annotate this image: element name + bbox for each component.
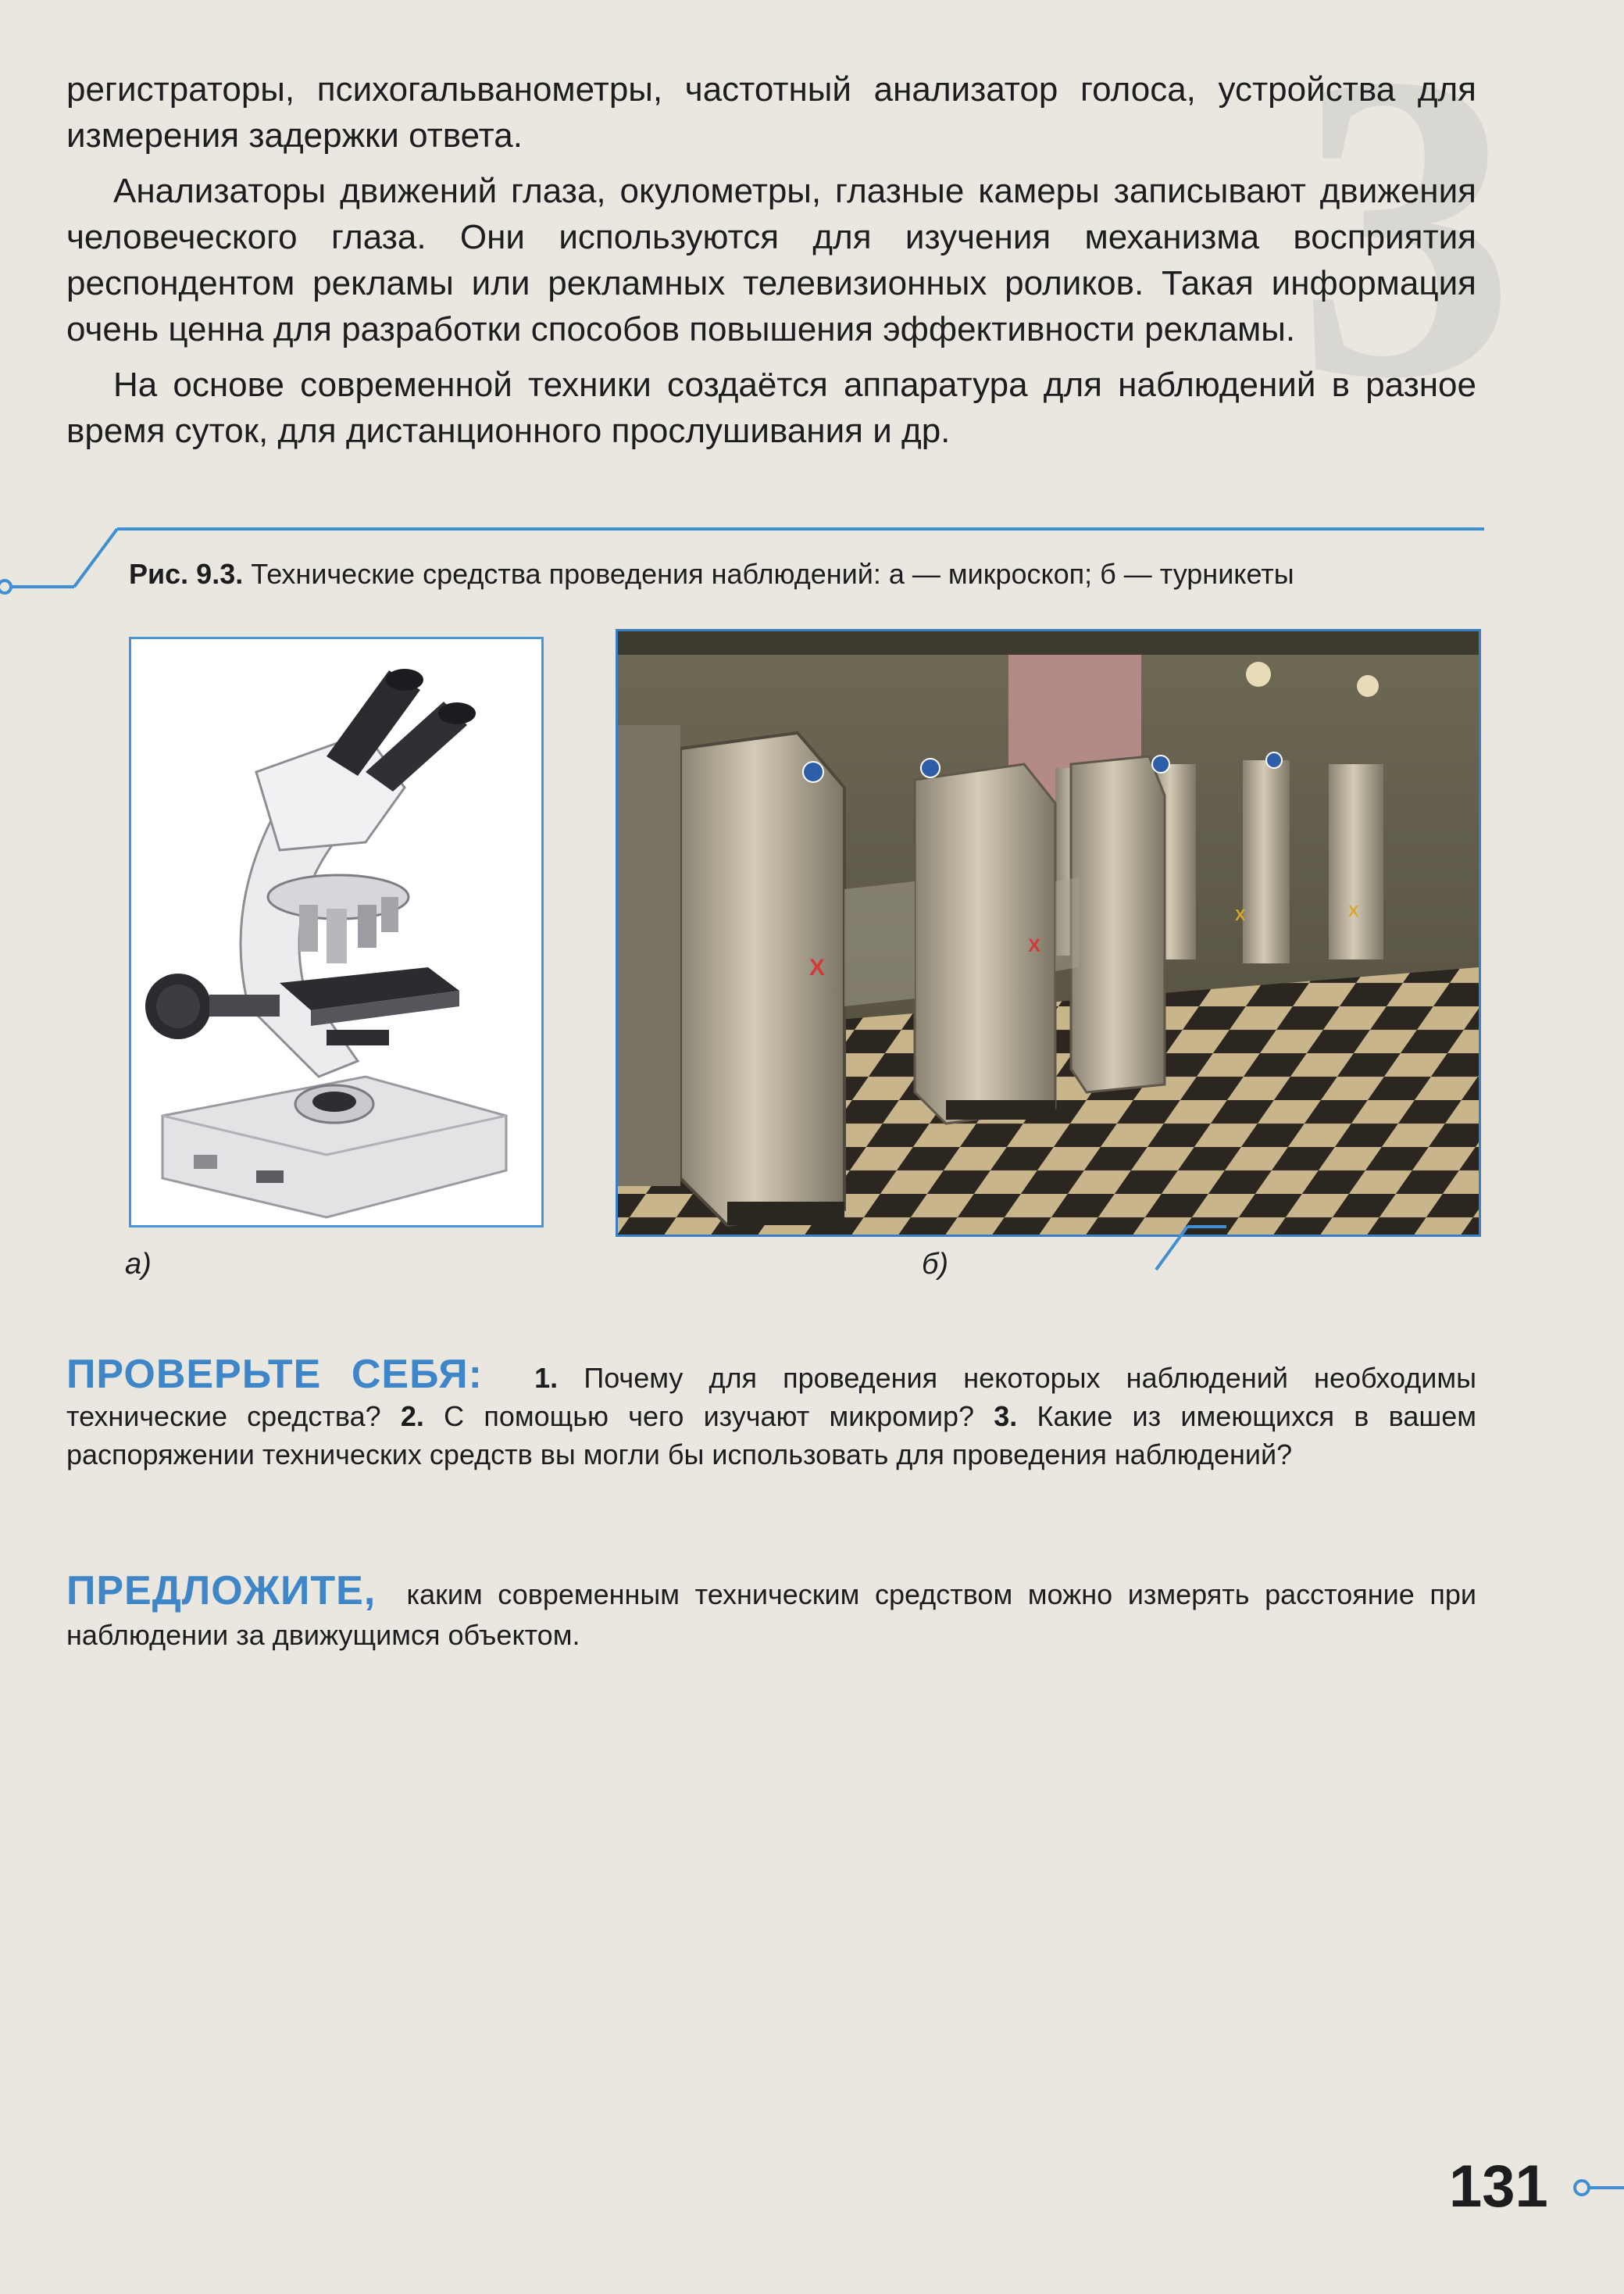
question-2-text: С помощью чего изучают микромир? xyxy=(444,1400,975,1432)
svg-text:X: X xyxy=(1028,935,1041,956)
figure-caption-text: Технические средства проведения наблюдений: а — микроскоп; б — турникеты xyxy=(251,558,1294,590)
turnstiles-image xyxy=(618,631,1479,1235)
figure-label-b: б) xyxy=(922,1248,949,1281)
figure-caption-number: Рис. 9.3. xyxy=(129,558,244,590)
question-3-text: Какие из имеющихся в вашем распоряжении технических средств вы могли бы использовать для проведения наблюдений? xyxy=(66,1400,1477,1470)
question-2-number: 2. xyxy=(400,1400,424,1432)
page-number-marker xyxy=(1570,2176,1624,2199)
question-1-number: 1. xyxy=(534,1362,559,1394)
figure-label-a: а) xyxy=(125,1248,152,1281)
suggest-text: каким современным техническим средством можно измерять расстояние при наблюдении за движущимся объектом. xyxy=(66,1578,1476,1651)
svg-text:X: X xyxy=(809,955,826,981)
suggest-heading: ПРЕДЛОЖИТЕ, xyxy=(66,1568,377,1613)
question-3-number: 3. xyxy=(994,1400,1018,1432)
figure-caption xyxy=(129,556,1480,591)
svg-text:X: X xyxy=(1235,907,1246,924)
check-yourself-section xyxy=(66,1352,1477,1474)
paragraph-1: регистраторы, психогальванометры, частотный анализатор голоса, устройства для измерения задержки ответа. xyxy=(66,70,1476,155)
figure-pointer-line xyxy=(1133,1219,1226,1274)
microscope-photo xyxy=(129,637,544,1227)
question-1-text: Почему для проведения некоторых наблюдений необходимы технические средства? xyxy=(66,1362,1476,1432)
page-number: 131 xyxy=(1449,2153,1548,2220)
body-text xyxy=(66,66,1476,454)
paragraph-3: На основе современной техники создаётся аппаратура для наблюдений в разное время суток, для дистанционного прослушивания и др. xyxy=(66,366,1476,450)
microscope-image xyxy=(131,639,541,1225)
check-yourself-heading: ПРОВЕРЬТЕ СЕБЯ: xyxy=(66,1352,483,1397)
svg-text:X: X xyxy=(1348,903,1359,920)
chapter-numeral-watermark: 3 xyxy=(1297,0,1515,469)
suggest-section xyxy=(66,1570,1476,1656)
paragraph-2: Анализаторы движений глаза, окулометры, глазные камеры записывают движения человеческого глаза. Они используются для изучения механизма восприятия респондентом рекламы или рекламных телевизионных роликов. Такая информация очень ценна для разработки способов повышения эффективности рекламы. xyxy=(66,172,1476,348)
turnstiles-photo xyxy=(616,629,1481,1237)
